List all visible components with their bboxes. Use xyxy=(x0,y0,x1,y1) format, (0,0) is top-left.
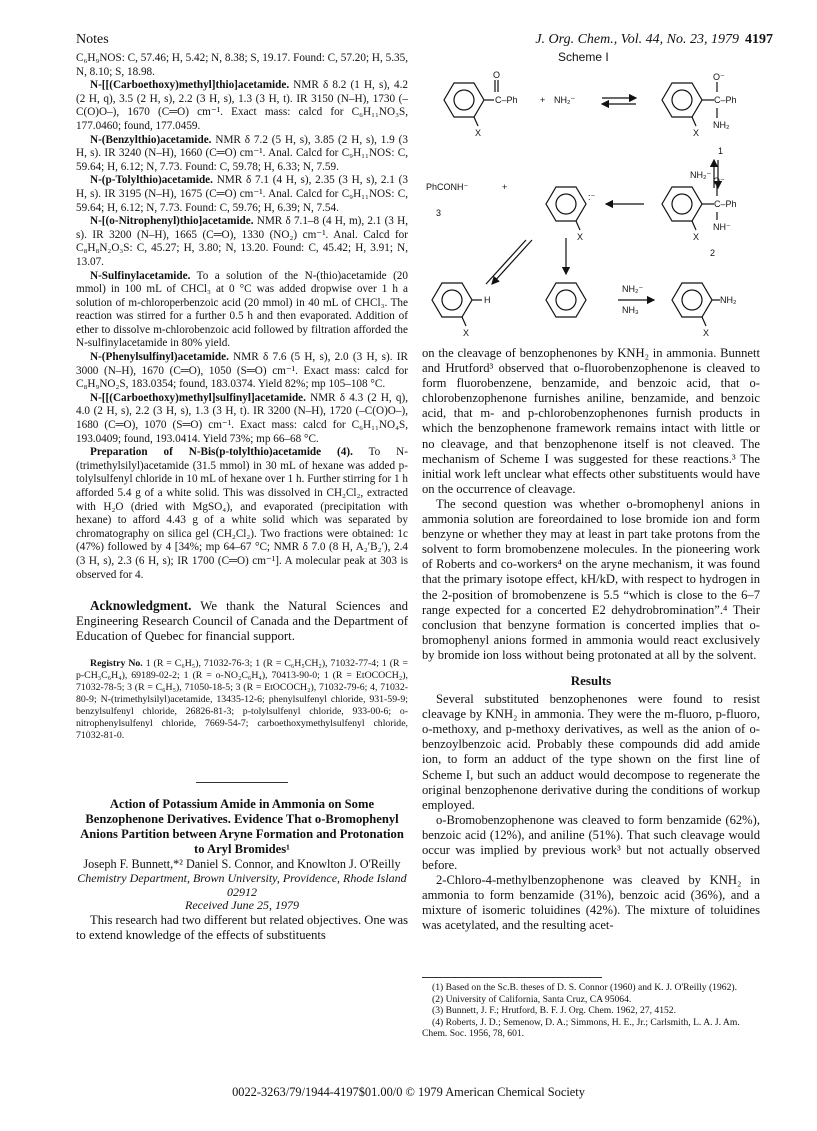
body-paragraph: The second question was whether o-bromophenyl anions in ammonia solution are foreordained to lose bromide ion and form benzyne or whether they may at least in part take protons from the solvent to form bromobenzene molecules. In the pioneering work of Roberts and co-workers⁴ on the aryne mechanism, it was found that the primary isotope effect, kH/kD, with respect to hydrogen in the 2-position of bromobenzene is 5.5 “which is close to the 6–7 range expected for a concerted E2 dehydrobromination”.⁴ Their conclusion that benzyne formation is concerted implies that o-bromophenyl anions formed in ammonia would react exclusively by bromide ion loss without being protonated at all by the solvent. xyxy=(422,496,760,662)
label-nh2-reagent: NH₂⁻ xyxy=(554,95,576,105)
label-nh2-over-arrow: NH₂⁻ xyxy=(622,284,644,294)
registry-text: 1 (R = C₆H₅), 71032-76-3; 1 (R = C₆H₅CH₂), 71032-77-4; 1 (R = p-CH₃C₆H₄), 69189-02-2; 1 (R = o-NO₂C₆H₄), 70413-90-0; 1 (R = EtOCOCH₂), 71032-78-5; 3 (R = C₆H₅), 71050-18-5; 3 (R = EtOCOCH₂), 71032-79-6; 4, 71032-80-9; N-(trimethylsilyl)acetamide, 13435-12-6; phenylsulfenyl chloride, 931-59-9; benzylsulfenyl chloride, 26826-81-3; p-tolylsulfenyl chloride, 933-00-6; o-nitrophenylsulfenyl chloride, 7669-54-7; carboethoxymethylsulfenyl chloride, 71032-81-0. xyxy=(76,658,408,742)
left-column xyxy=(76,52,408,943)
article-affiliation: Chemistry Department, Brown University, Providence, Rhode Island 02912 xyxy=(77,871,407,900)
label-c-ph: C–Ph xyxy=(495,95,518,105)
label-h: H xyxy=(484,295,491,305)
registry-numbers xyxy=(76,658,408,742)
label-x: X xyxy=(577,232,584,242)
scheme-diagram xyxy=(422,62,762,342)
label-nh3-under-arrow: NH₃ xyxy=(622,305,639,315)
footnotes xyxy=(422,977,760,1040)
intro-paragraph: This research had two different but related objectives. One was to extend knowledge of the effects of substituents xyxy=(76,912,408,942)
body-paragraph: Several substituted benzophenones were found to resist cleavage by KNH₂ in ammonia. They were the m-fluoro, p-fluoro, o-methoxy, and p-methoxy derivatives, as well as the anion of o-benzoylbenzoic acid. Probably these compounds did add amide ion, to form an adduct of the type shown on the first line of Scheme I, but such an adduct would decompose to regenerate the original benzophenone derivative during the conditions of workup employed. xyxy=(422,692,760,812)
label-x: X xyxy=(703,328,710,338)
label-c-ph: C–Ph xyxy=(714,199,737,209)
compound-name: N-(Benzylthio)acetamide. xyxy=(90,133,212,146)
compound-entry xyxy=(76,134,408,175)
scheme-caption: Scheme I xyxy=(558,50,609,64)
compound-entry xyxy=(76,351,408,392)
journal-citation: J. Org. Chem., Vol. 44, No. 23, 1979 xyxy=(535,32,739,47)
procedure-name: N-Sulfinylacetamide. xyxy=(90,269,191,282)
procedure-entry xyxy=(76,270,408,352)
label-x: X xyxy=(463,328,470,338)
compound-data: NMR δ 4.3 (2 H, q), 4.0 (2 H, s), 2.2 (3 H, s), 1.3 (3 H, t). IR 3200 (N–H), 1720 (–C(O)O–), 1680 (C═O), 1070 (S═O) cm⁻¹. Exact mass: calcd for C₆H₁₁NO₄S, 193.0409; found, 193.0414. Yield 73%; mp 66–68 °C. xyxy=(76,391,408,445)
footnote: (1) Based on the Sc.B. theses of D. S. Connor (1960) and K. J. O'Reilly (1962). xyxy=(432,982,737,993)
procedure-text: To N-(trimethylsilyl)acetamide (31.5 mmol) in 30 mL of hexane was added p-tolylsulfenyl chloride in 10 mL of hexane over 1 h. Further stirring for 1 h afforded 5.4 g of a white solid. This was dissolved in CH₂Cl₂, extracted with H₂O (dried with MgSO₄), and evaporated (precipitation with hexane) to afford 4.43 g of a white solid which was separated by chromatography on silica gel (CH₂Cl₂). Two fractions were obtained: 1c (47%) followed by 4 [34%; mp 64–67 °C; NMR δ 7.0 (8 H, A₂′B₂′), 2.4 (3 H, s), 2.3 (6 H, s); IR 1700 (C═O) cm⁻¹]. A molecular peak at 303 is observed for 4. xyxy=(76,446,408,581)
compound-name: N-[[(Carboethoxy)methyl]thio]acetamide. xyxy=(90,79,290,92)
compound-name: N-(p-Tolylthio)acetamide. xyxy=(90,174,213,187)
footnote: (2) University of California, Santa Cruz, CA 95064. xyxy=(432,993,632,1005)
procedure-name: Preparation of N-Bis(p-tolylthio)acetamide (4). xyxy=(90,446,353,459)
compound-entry xyxy=(76,215,408,269)
results-heading: Results xyxy=(570,672,612,688)
label-c-ph: C–Ph xyxy=(714,95,737,105)
label-o-minus: O⁻ xyxy=(713,72,725,82)
analysis-paragraph: C₆H₉NOS: C, 57.46; H, 5.42; N, 8.38; S, 19.17. Found: C, 57.20; H, 5.35, N, 8.10; S, 18.98. xyxy=(76,52,408,78)
compound-data: NMR δ 7.6 (5 H, s), 2.0 (3 H, s). IR 3000 (N–H), 1670 (C═O), 1050 (S═O) cm⁻¹. Exact mass: calcd for C₈H₉NO₂S, 183.0354; found, 183.0374. Yield 82%; mp 105–108 °C. xyxy=(76,351,408,391)
benzyne-ring xyxy=(546,283,586,317)
registry-heading: Registry No. xyxy=(90,658,143,670)
compound-entry xyxy=(76,174,408,215)
label-o-minus: O⁻ xyxy=(713,176,725,186)
page-number: 4197 xyxy=(745,32,773,47)
label-phconh: PhCONH⁻ xyxy=(426,182,469,192)
compound-name: N-[(o-Nitrophenyl)thio]acetamide. xyxy=(90,215,254,228)
label-x: X xyxy=(475,128,482,138)
footnote-rule xyxy=(422,977,602,978)
body-paragraph: on the cleavage of benzophenones by KNH₂ in ammonia. Bunnett and Hrutford³ observed that o-fluorobenzophenone is cleaved to form fluorobenzene, benzamide, and benzoic acid, that o-chlorobenzophenone furnishes aniline, benzamide, and benzoic acid, that m- and p-chlorobenzophenones furnish products in which the benzophenone framework remains intact with little or no cleavage, and that benzophenone itself is not cleaved. The mechanism of Scheme I was suggested for these reactions.³ The initial work left unclear what effects other substituents would have on the occurrence of cleavage. xyxy=(422,346,760,496)
compound-data: NMR δ 8.2 (1 H, s), 4.2 (2 H, q), 3.5 (2 H, s), 2.2 (3 H, s), 1.3 (3 H, t). IR 3150 (N–H), 1730 (–C(O)O–), 1670 (C═O) cm⁻¹. Exact mass: calcd for C₆H₁₁NO₃S, 177.0460; found, 177.0459. xyxy=(76,79,408,132)
label-plus: + xyxy=(540,95,546,105)
benzene-ring xyxy=(662,187,702,221)
compound-entry xyxy=(76,392,408,446)
benzene-ring xyxy=(432,283,472,317)
label-o: O xyxy=(493,70,501,80)
body-paragraph: 2-Chloro-4-methylbenzophenone was cleaved by KNH₂ in ammonia to form benzamide (31%), benzoic acid (36%), and a mixture of isomeric toluidines (42%). The mixture of toluidines was acetylated, and the resulting acet- xyxy=(422,873,760,933)
label-nh-minus: NH⁻ xyxy=(713,222,731,232)
right-column xyxy=(422,346,760,934)
running-head-right xyxy=(535,32,773,48)
label-plus: + xyxy=(502,182,508,192)
running-head-left: Notes xyxy=(76,32,109,47)
article-title: Action of Potassium Amide in Ammonia on Some Benzophenone Derivatives. Evidence That o-Bromophenyl Anions Partition between Aryne Formation and Protonation to Aryl Bromides¹ xyxy=(80,797,404,857)
received-date: Received June 25, 1979 xyxy=(185,898,299,913)
label-compound-2: 2 xyxy=(710,248,716,258)
label-x: X xyxy=(693,232,700,242)
compound-data: NMR δ 7.2 (5 H, s), 3.85 (2 H, s), 1.9 (3 H, s). IR 3240 (N–H), 1660 (C═O) cm⁻¹. Anal. Calcd for C₉H₁₁NOS: C, 59.64; H, 6.12; N, 7.73. Found: C, 59.78; H, 6.33; N, 7.59. xyxy=(76,133,408,173)
procedure-text: To a solution of the N-(thio)acetamide (20 mmol) in 100 mL of CHCl₃ at 0 °C was added dropwise over 1 h a solution of m-chloroperbenzoic acid (20 mmol) in 40 mL of CHCl₃. The reaction was stirred for a further 0.5 h and then evaporated. Addition of ether to dissolve m-chlorobenzoic acid followed by filtration afforded the N-sulfinylacetamide in 80% yield. xyxy=(76,269,408,350)
benzene-ring xyxy=(662,83,702,117)
label-compound-3: 3 xyxy=(436,208,442,218)
body-paragraph: o-Bromobenzophenone was cleaved to form benzamide (62%), benzoic acid (12%), and aniline (51%). That such cleavage would occur was implied by previous work³ but not actually observed before. xyxy=(422,812,760,873)
compound-data: NMR δ 7.1–8 (4 H, m), 2.1 (3 H, s). IR 3200 (N–H), 1665 (C═O), 1330 (NO₂) cm⁻¹. Anal. Calcd for C₈H₈N₂O₃S: C, 45.27; H, 3.80; N, 13.20. Found: C, 45.42; H, 3.91; N, 13.07. xyxy=(76,215,408,268)
acknowledgment xyxy=(76,598,408,644)
compound-data: NMR δ 7.1 (4 H, s), 2.35 (3 H, s), 2.1 (3 H, s). IR 3195 (N–H), 1675 (C═O) cm⁻¹. Anal. Calcd for C₉H₁₁NOS: C, 59.64; H, 6.12; N, 7.73. Found: C, 59.76; H, 6.39; N, 7.54. xyxy=(76,174,408,214)
label-compound-1: 1 xyxy=(718,146,724,156)
benzene-ring xyxy=(546,187,586,221)
article-authors: Joseph F. Bunnett,*² Daniel S. Connor, and Knowlton J. O'Reilly xyxy=(83,857,401,872)
compound-name: N-(Phenylsulfinyl)acetamide. xyxy=(90,351,229,364)
compound-entry xyxy=(76,79,408,133)
compound-name: N-[[(Carboethoxy)methyl]sulfinyl]acetamide. xyxy=(90,391,306,404)
label-nh2-side: NH₂⁻ xyxy=(690,170,712,180)
label-x: X xyxy=(693,128,700,138)
article-separator xyxy=(196,782,288,783)
benzene-ring xyxy=(672,283,712,317)
label-nh2: NH₂ xyxy=(713,120,730,130)
label-anion: :⁻ xyxy=(588,192,596,202)
label-nh2: NH₂ xyxy=(720,295,737,305)
benzene-ring xyxy=(444,83,484,117)
acknowledgment-text: We thank the Natural Sciences and Engineering Research Council of Canada and the Department of Education of Quebec for financial support. xyxy=(76,599,408,644)
page-footer: 0022-3263/79/1944-4197$01.00/0 © 1979 American Chemical Society xyxy=(232,1085,585,1099)
footnote: (3) Bunnett, J. F.; Hrutford, B. F. J. Org. Chem. 1962, 27, 4152. xyxy=(432,1005,676,1017)
footnote: (4) Roberts, J. D.; Semenow, D. A.; Simmons, H. E., Jr.; Carlsmith, L. A. J. Am. Chem. Soc. 1956, 78, 601. xyxy=(422,1016,740,1040)
procedure-entry xyxy=(76,446,408,582)
acknowledgment-heading: Acknowledgment. xyxy=(90,598,192,614)
